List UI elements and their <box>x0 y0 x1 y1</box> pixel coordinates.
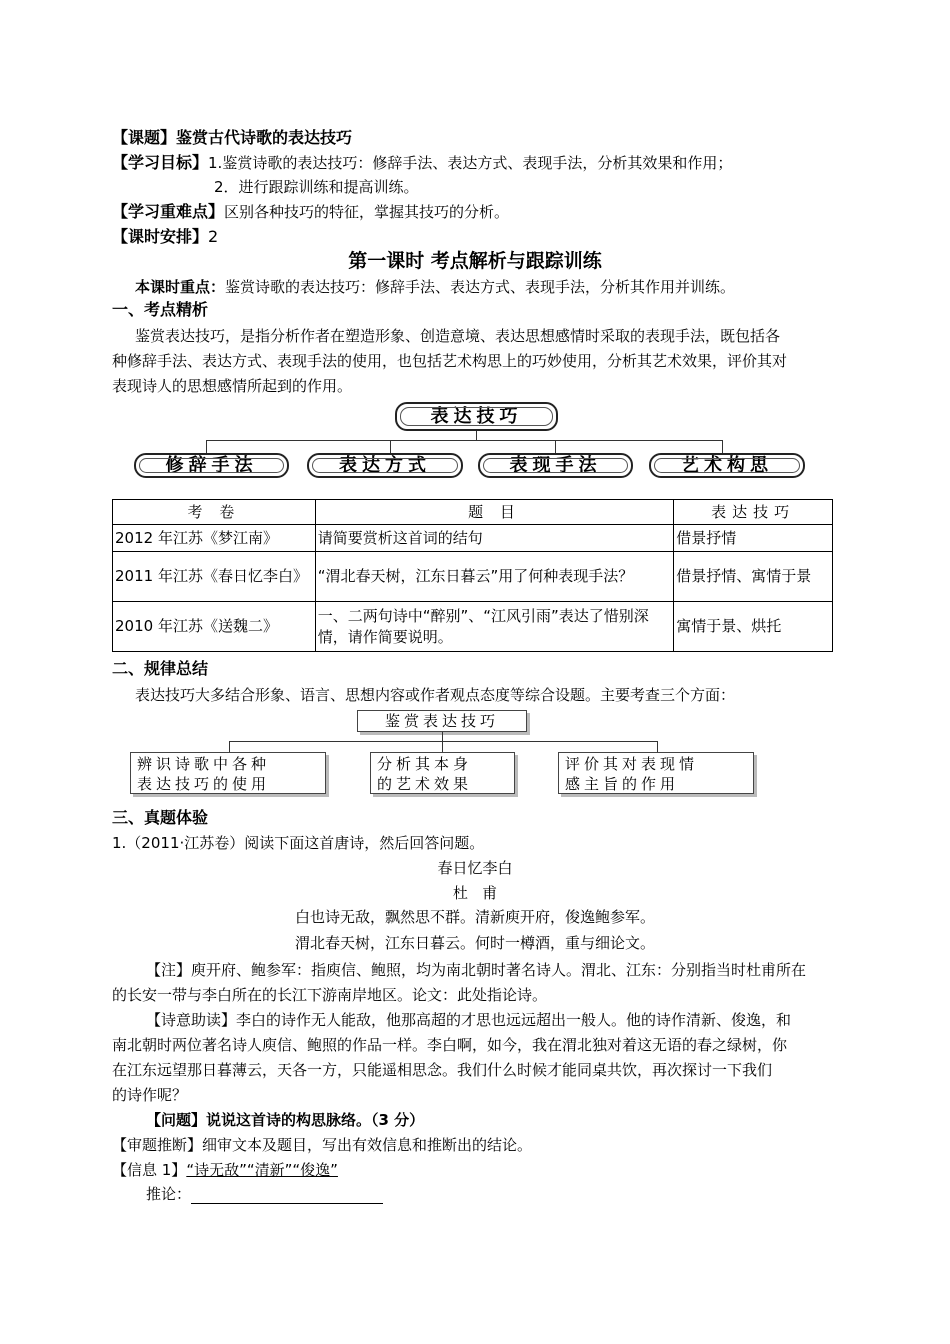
tree-connector <box>442 741 443 752</box>
tree-connector <box>229 741 230 752</box>
focus-label: 本课时重点： <box>135 278 226 296</box>
summary-child-line: 分析其本身 <box>377 755 473 773</box>
help-text: 李白的诗作无人能敌，他那高超的才思也远远超出一般人。他的诗作清新、俊逸，和 <box>236 1011 792 1029</box>
topic-label: 【课题】 <box>112 128 177 147</box>
schedule-text: 2 <box>208 227 219 246</box>
tree-child-box: 艺术构思 <box>649 453 805 478</box>
summary-child-box <box>370 752 515 794</box>
focus-text: 鉴赏诗歌的表达技巧：修辞手法、表达方式、表现手法，分析其作用并训练。 <box>225 278 736 296</box>
tree-connector <box>555 440 556 454</box>
tree-connector <box>722 440 723 454</box>
table-cell-paper: 2010 年江苏《送魏二》 <box>113 602 316 652</box>
review-text: 细审文本及题目，写出有效信息和推断出的结论。 <box>202 1136 533 1154</box>
section-1-para-line-1: 鉴赏表达技巧，是指分析作者在塑造形象、创造意境、表达思想感情时采取的表现手法，既包括各 <box>135 327 781 345</box>
summary-child-line: 表达技巧的使用 <box>137 775 271 793</box>
table-header-cell: 表达技巧 <box>674 500 833 525</box>
goal-1-text: 1.鉴赏诗歌的表达技巧：修辞手法、表达方式、表现手法，分析其效果和作用； <box>208 154 733 172</box>
poem-line: 渭北春天树，江东日暮云。何时一樽酒，重与细论文。 <box>294 934 655 952</box>
inference-label: 推论： <box>146 1185 192 1203</box>
table-row <box>113 602 833 652</box>
table-row <box>113 525 833 552</box>
section-1-heading: 一、考点精析 <box>112 300 209 319</box>
tree-child-box: 表达方式 <box>307 453 463 478</box>
note-line-1 <box>146 960 806 980</box>
info-line <box>112 1160 338 1180</box>
review-line <box>112 1135 532 1155</box>
note-text: 庾开府、鲍参军：指庾信、鲍照，均为南北朝时著名诗人。渭北、江东：分别指当时杜甫所在 <box>191 961 807 979</box>
table-header-cell: 题 目 <box>315 500 673 525</box>
poem-title: 春日忆李白 <box>437 859 513 877</box>
table-cell-skill: 借景抒情 <box>674 525 833 552</box>
tree-connector <box>229 741 657 742</box>
table-cell-question: “渭北春天树，江东日暮云”用了何种表现手法？ <box>315 552 673 602</box>
summary-child-line: 的艺术效果 <box>377 775 473 793</box>
section-2-para: 表达技巧大多结合形象、语言、思想内容或作者观点态度等综合设题。主要考查三个方面： <box>135 686 736 704</box>
table-cell-question: 请简要赏析这首词的结句 <box>315 525 673 552</box>
info-label: 【信息 1】 <box>112 1161 187 1179</box>
topic-text: 鉴赏古代诗歌的表达技巧 <box>176 128 353 147</box>
table-cell-skill: 借景抒情、寓情于景 <box>674 552 833 602</box>
section-1-para-line-2: 种修辞手法、表达方式、表现手法的使用，也包括艺术构思上的巧妙使用，分析其艺术效果，评价其对 <box>112 352 788 370</box>
table-cell-skill: 寓情于景、烘托 <box>674 602 833 652</box>
inference-answer-blank[interactable] <box>191 1188 383 1204</box>
poem-line: 白也诗无敌，飘然思不群。清新庾开府，俊逸鲍参军。 <box>294 908 655 926</box>
key-text: 区别各种技巧的特征，掌握其技巧的分析。 <box>224 203 510 221</box>
section-3-heading: 三、真题体验 <box>112 808 209 827</box>
tree-connector <box>206 440 722 441</box>
schedule-line <box>112 227 218 247</box>
section-1-para-line-3: 表现诗人的思想感情所起到的作用。 <box>112 377 353 395</box>
tree-connector <box>390 440 391 454</box>
tree-connector <box>206 440 207 454</box>
summary-child-line: 感主旨的作用 <box>565 775 680 793</box>
exam-table <box>112 499 833 652</box>
summary-child-line: 辨识诗歌中各种 <box>137 755 271 773</box>
help-line-3: 在江东远望那日暮薄云，天各一方，只能遥相思念。我们什么时候才能同桌共饮，再次探讨一下我们 <box>112 1061 773 1079</box>
table-row <box>113 552 833 602</box>
tree-child-box: 修辞手法 <box>134 453 289 478</box>
help-line-4: 的诗作呢？ <box>112 1086 188 1104</box>
tree-connector <box>476 431 477 440</box>
table-header-row <box>113 500 833 525</box>
goal-label: 【学习目标】 <box>112 153 209 172</box>
tree-root-box: 表达技巧 <box>395 402 558 431</box>
note-line-2: 的长安一带与李白所在的长江下游南岸地区。论文：此处指论诗。 <box>112 986 548 1004</box>
table-cell-paper: 2012 年江苏《梦江南》 <box>113 525 316 552</box>
key-line <box>112 202 509 222</box>
poem-author: 杜 甫 <box>452 884 498 902</box>
table-header-cell: 考 卷 <box>113 500 316 525</box>
question-intro: 1.（2011·江苏卷）阅读下面这首唐诗，然后回答问题。 <box>112 834 485 852</box>
section-2-heading: 二、规律总结 <box>112 659 209 678</box>
tree-child-box: 表现手法 <box>478 453 633 478</box>
topic-line <box>112 128 352 148</box>
info-text: “诗无敌”“清新”“俊逸” <box>186 1161 338 1179</box>
table-cell-question: 一、二两句诗中“醉别”、“江风引雨”表达了惜别深情，请作简要说明。 <box>315 602 673 652</box>
note-label: 【注】 <box>146 961 192 979</box>
help-line-1 <box>146 1010 791 1030</box>
help-line-2: 南北朝时两位著名诗人庾信、鲍照的作品一样。李白啊，如今，我在渭北独对着这无语的春之绿树，你 <box>112 1036 788 1054</box>
summary-child-box <box>558 752 754 794</box>
review-label: 【审题推断】 <box>112 1136 203 1154</box>
summary-root-box: 鉴赏表达技巧 <box>357 710 527 732</box>
schedule-label: 【课时安排】 <box>112 227 209 246</box>
summary-child-line: 评价其对表现情 <box>565 755 699 773</box>
inference-line <box>146 1184 383 1204</box>
question-prompt: 【问题】说说这首诗的构思脉络。（3 分） <box>146 1111 425 1129</box>
table-cell-paper: 2011 年江苏《春日忆李白》 <box>113 552 316 602</box>
goal-line <box>112 153 732 173</box>
summary-child-box <box>130 752 326 794</box>
lesson-title: 第一课时 考点解析与跟踪训练 <box>348 250 602 272</box>
help-label: 【诗意助读】 <box>146 1011 237 1029</box>
tree-connector <box>442 732 443 741</box>
focus-line <box>135 277 735 297</box>
tree-connector <box>657 741 658 752</box>
key-label: 【学习重难点】 <box>112 202 225 221</box>
goal-2-text: 2．进行跟踪训练和提高训练。 <box>214 178 419 196</box>
